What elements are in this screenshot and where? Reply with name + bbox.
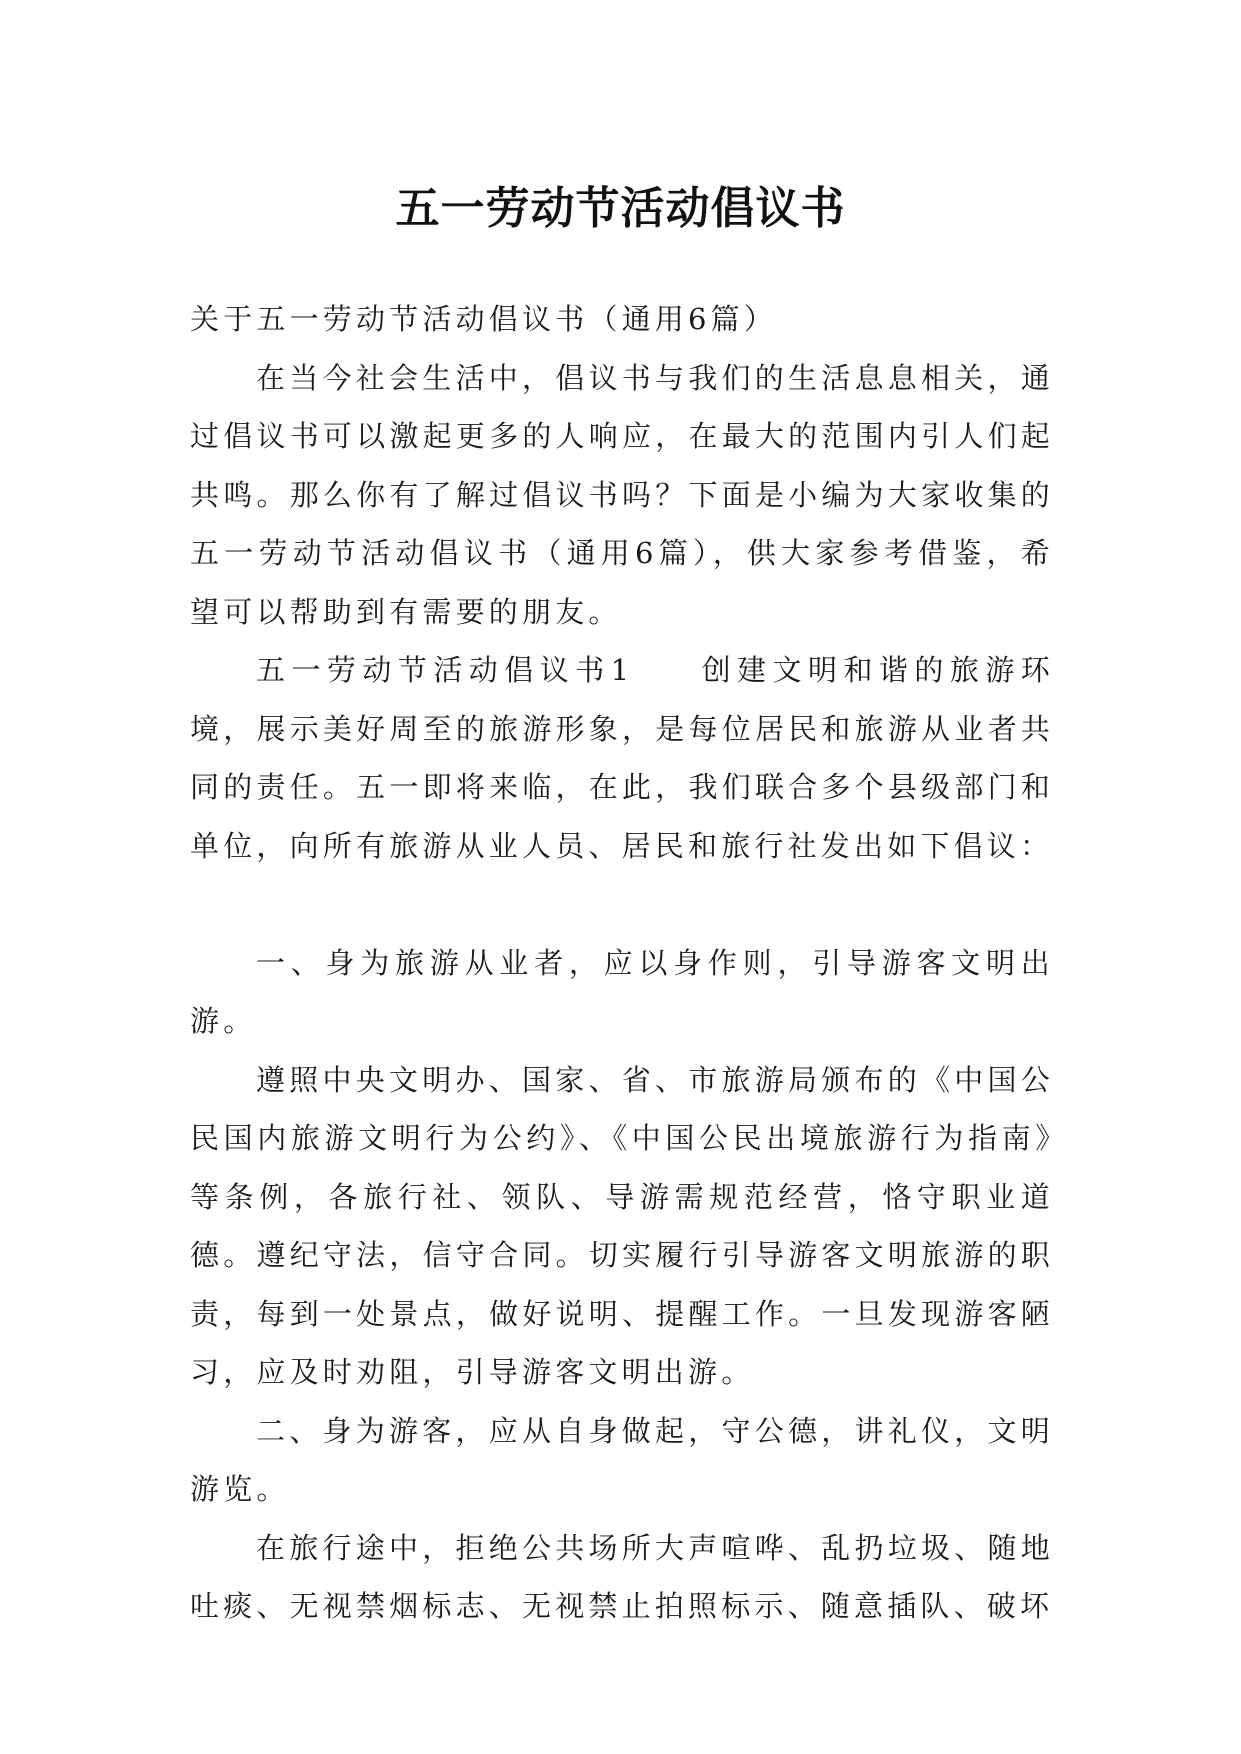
point-1-body: 遵照中央文明办、国家、省、市旅游局颁布的《中国公民国内旅游文明行为公约》、《中国公民出境旅游行为指南》等条例，各旅行社、领队、导游需规范经营，恪守职业道德。遵纪守法，信守合同。切实履行引导游客文明旅游的职责，每到一处景点，做好说明、提醒工作。一旦发现游客陋习，应及时劝阻，引导游客文明出游。 <box>190 1062 1054 1389</box>
point-2-heading: 二、身为游客，应从自身做起，守公德，讲礼仪，文明游览。 <box>190 1413 1054 1506</box>
document-title: 五一劳动节活动倡议书 <box>395 183 846 235</box>
section-1-paragraph <box>190 641 1054 875</box>
point-2-body: 在旅行途中，拒绝公共场所大声喧哗、乱扔垃圾、随地吐痰、无视禁烟标志、无视禁止拍照标示、随意插队、破坏 <box>190 1530 1054 1623</box>
point-1-heading: 一、身为旅游从业者，应以身作则，引导游客文明出游。 <box>190 945 1054 1038</box>
section-1-opening: 创建文明和谐的旅游环境，展示美好周至的旅游形象，是每位居民和旅游从业者共同的责任。五一即将来临，在此，我们联合多个县级部门和单位，向所有旅游从业人员、居民和旅行社发出如下倡议： <box>190 653 1054 863</box>
blank-line <box>190 875 1054 934</box>
document-body <box>190 290 1054 1636</box>
document-subtitle: 关于五一劳动节活动倡议书（通用6篇） <box>190 302 778 336</box>
section-1-heading: 五一劳动节活动倡议书1 <box>256 653 634 687</box>
intro-paragraph: 在当今社会生活中，倡议书与我们的生活息息相关，通过倡议书可以激起更多的人响应，在最大的范围内引人们起共鸣。那么你有了解过倡议书吗？下面是小编为大家收集的五一劳动节活动倡议书（通用6篇），供大家参考借鉴，希望可以帮助到有需要的朋友。 <box>190 360 1054 629</box>
